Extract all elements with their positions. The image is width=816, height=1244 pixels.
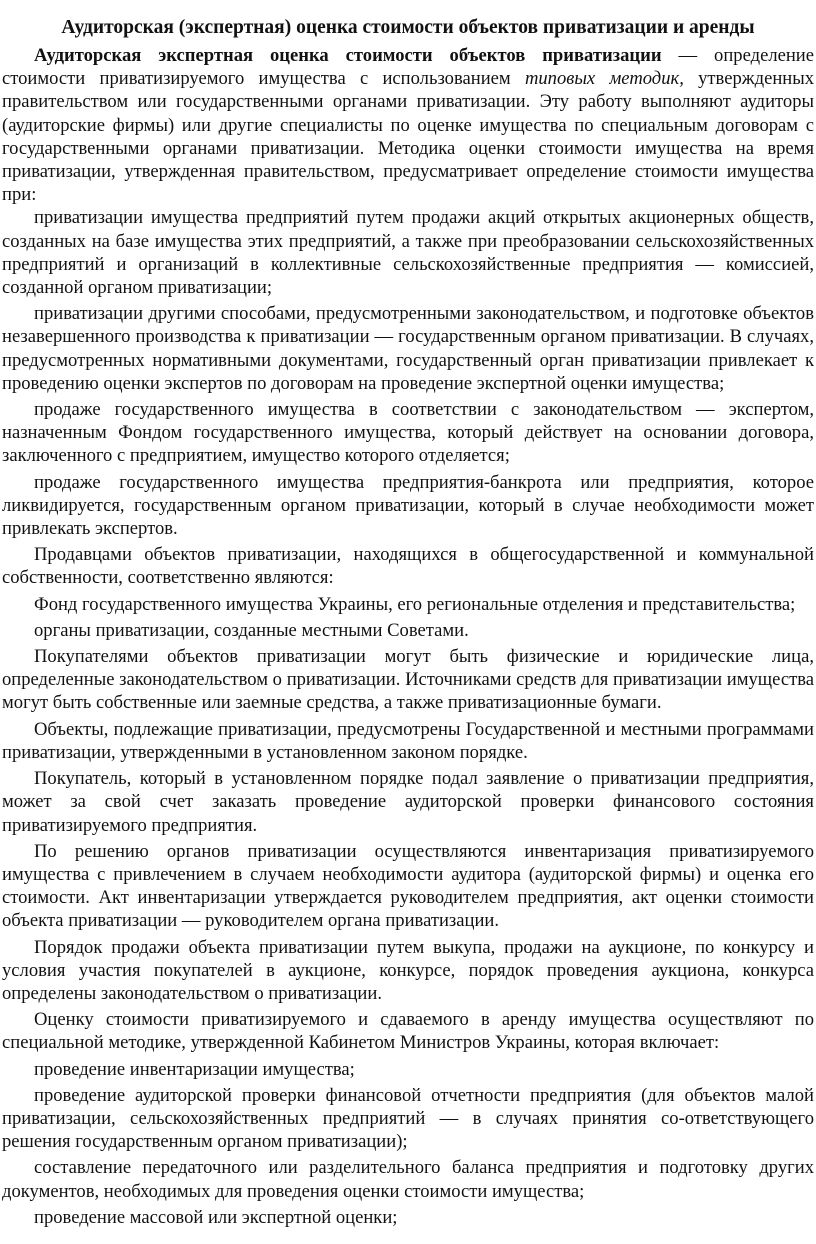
- intro-text-1: — определение стоимости приватизируемого имущества с использованием: [2, 45, 815, 90]
- paragraph-17: проведение массовой или экспертной оценки;: [34, 1206, 398, 1228]
- intro-paragraph: [2, 44, 814, 206]
- paragraph-3: продаже государственного имущества в соответствии с законодательством — экспертом, назначенным Фондом государственного имущества, который действует на основании договора, заключенного с предприятием, имущество которого отделяется;: [2, 399, 814, 467]
- document-title: Аудиторская (экспертная) оценка стоимости объектов приватизации и аренды: [61, 17, 755, 38]
- paragraph-4: продаже государственного имущества предприятия-банкрота или предприятия, которое ликвидируется, государственным органом приватизации, который в случае необходимости может привлекать экспертов.: [2, 471, 814, 540]
- paragraph-11: По решению органов приватизации осуществляются инвентаризация приватизируемого имущества с привлечением в случаем необходимости аудитора (аудиторской фирмы) и оценка его стоимости. Акт инвентаризации утверждается руководителем предприятия, акт оценки стоимости объекта приватизации — руководителем органа приватизации.: [2, 840, 814, 932]
- paragraph-5: Продавцами объектов приватизации, находящихся в общегосударственной и коммунальной собственности, соответственно являются:: [2, 544, 814, 589]
- paragraph-2: приватизации другими способами, предусмотренными законодательством, и подготовке объектов незавершенного производства к приватизации — государственным органом приватизации. В случаях, предусмотренных нормативными документами, государственный орган приватизации привлекает к проведению оценки экспертов по договорам на проведение экспертной оценки имущества;: [2, 303, 814, 394]
- paragraph-1: приватизации имущества предприятий путем продажи акций открытых акционерных обществ, созданных на базе имущества этих предприятий, а также при преобразовании сельскохозяйственных предприятий и организаций в коллективные сельскохозяйственные предприятия — комиссией, созданной органом приватизации;: [2, 207, 814, 299]
- paragraph-6: Фонд государственного имущества Украины, его региональные отделения и представительства;: [34, 593, 796, 615]
- paragraph-13: Оценку стоимости приватизируемого и сдаваемого в аренду имущества осуществляют по специальной методике, утвержденной Кабинетом Министров Украины, которая включает:: [2, 1009, 814, 1054]
- paragraph-9: Объекты, подлежащие приватизации, предусмотрены Государственной и местными программами приватизации, утвержденными в установленном законом порядке.: [2, 718, 814, 763]
- paragraph-12: Порядок продажи объекта приватизации путем выкупа, продажи на аукционе, по конкурсу и условия участия покупателей в аукционе, конкурсе, порядок проведения аукциона, конкурса определены законодательством о приватизации.: [2, 936, 814, 1004]
- paragraph-14: проведение инвентаризации имущества;: [34, 1058, 355, 1080]
- paragraph-8: Покупателями объектов приватизации могут быть физические и юридические лица, определенные законодательством о приватизации. Источниками средств для приватизации имущества могут быть собственные или заемные средства, а также приватизационные бумаги.: [2, 646, 814, 714]
- paragraph-10: Покупатель, который в установленном порядке подал заявление о приватизации предприятия, может за свой счет заказать проведение аудиторской проверки финансового состояния приватизируемого предприятия.: [2, 768, 814, 836]
- paragraph-7: органы приватизации, созданные местными Советами.: [34, 619, 469, 641]
- paragraph-15: проведение аудиторской проверки финансовой отчетности предприятия (для объектов малой приватизации, сельскохозяйственных предприятий — в случаях принятия со-ответствующего решения государственным органом приватизации);: [2, 1084, 814, 1153]
- intro-italic: типовых методик,: [524, 68, 684, 90]
- intro-text-2: утвержденных правительством или государственными органами приватизации. Эту работу выполняют аудиторы (аудиторские фирмы) или другие специалисты по оценке имущества по специальным договорам с государственными органами приватизации. Методика оценки стоимости имущества на время приватизации, утвержденная правительством, предусматривает определение стоимости имущества при:: [2, 68, 815, 206]
- paragraph-16: составление передаточного или разделительного баланса предприятия и подготовку других документов, необходимых для проведения оценки стоимости имущества;: [2, 1157, 814, 1202]
- intro-term: Аудиторская экспертная оценка стоимости объектов приватизации: [34, 45, 662, 66]
